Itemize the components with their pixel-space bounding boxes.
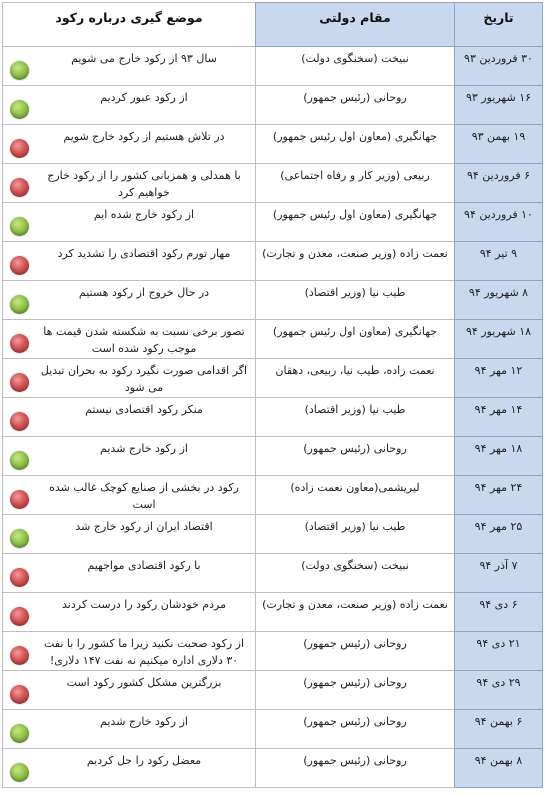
green-status-icon: [10, 724, 29, 743]
stance-text: از رکود خارج شدیم: [100, 442, 188, 455]
date-cell: ۶ بهمن ۹۴: [455, 710, 543, 749]
table-row: [3, 86, 543, 125]
stance-text: با رکود اقتصادی مواجهیم: [87, 559, 201, 572]
date-cell: ۸ بهمن ۹۴: [455, 749, 543, 788]
official-cell: طیب نیا (وزیر اقتصاد): [256, 398, 455, 437]
red-status-icon: [10, 373, 29, 392]
stance-cell: [3, 125, 256, 164]
stance-cell: [3, 203, 256, 242]
green-status-icon: [10, 295, 29, 314]
red-status-icon: [10, 178, 29, 197]
red-status-icon: [10, 412, 29, 431]
date-cell: ۱۸ مهر ۹۴: [455, 437, 543, 476]
stance-text: در تلاش هستیم از رکود خارج شویم: [63, 130, 225, 143]
red-status-icon: [10, 685, 29, 704]
green-status-icon: [10, 61, 29, 80]
red-status-icon: [10, 334, 29, 353]
date-cell: ۶ فروردین ۹۴: [455, 164, 543, 203]
table-row: [3, 164, 543, 203]
date-cell: ۱۴ مهر ۹۴: [455, 398, 543, 437]
date-cell: ۸ شهریور ۹۴: [455, 281, 543, 320]
red-status-icon: [10, 568, 29, 587]
official-cell: جهانگیری (معاون اول رئیس جمهور): [256, 320, 455, 359]
stance-cell: [3, 710, 256, 749]
stance-text: بزرگترین مشکل کشور رکود است: [66, 676, 222, 689]
official-cell: روحانی (رئیس جمهور): [256, 86, 455, 125]
date-cell: ۱۶ شهریور ۹۳: [455, 86, 543, 125]
green-status-icon: [10, 763, 29, 782]
stance-text: اقتصاد ایران از رکود خارج شد: [75, 520, 213, 533]
table-row: [3, 593, 543, 632]
stance-text: رکود در بخشی از صنایع کوچک غالب شده است: [49, 481, 239, 511]
table-row: [3, 203, 543, 242]
official-cell: نعمت زاده (وزیر صنعت، معدن و تجارت): [256, 593, 455, 632]
table-row: [3, 632, 543, 671]
stance-text: از رکود صحبت نکنید زیرا ما کشور را با نفت ۳۰ دلاری اداره میکنیم نه نفت ۱۴۷ دلاری!: [43, 637, 245, 667]
red-status-icon: [10, 607, 29, 626]
stance-text: مهار تورم رکود اقتصادی را تشدید کرد: [57, 247, 231, 260]
red-status-icon: [10, 646, 29, 665]
official-cell: روحانی (رئیس جمهور): [256, 749, 455, 788]
table-row: [3, 710, 543, 749]
date-cell: ۲۱ دی ۹۴: [455, 632, 543, 671]
table-row: [3, 398, 543, 437]
table-row: [3, 320, 543, 359]
date-cell: ۷ آذر ۹۴: [455, 554, 543, 593]
green-status-icon: [10, 217, 29, 236]
stance-cell: [3, 242, 256, 281]
official-cell: نعمت زاده، طیب نیا، ربیعی، دهقان: [256, 359, 455, 398]
table-row: [3, 476, 543, 515]
table-row: [3, 515, 543, 554]
date-cell: ۱۸ شهریور ۹۴: [455, 320, 543, 359]
stance-text: اگر اقدامی صورت نگیرد رکود به بحران تبدیل می شود: [40, 364, 248, 394]
date-cell: ۲۹ دی ۹۴: [455, 671, 543, 710]
stance-text: از رکود خارج شده ایم: [93, 208, 195, 221]
stance-cell: [3, 749, 256, 788]
official-cell: لیریشمی(معاون نعمت زاده): [256, 476, 455, 515]
stance-cell: [3, 554, 256, 593]
official-cell: نبیخت (سخنگوی دولت): [256, 554, 455, 593]
stance-cell: [3, 47, 256, 86]
table-row: [3, 242, 543, 281]
official-cell: طیب نیا (وزیر اقتصاد): [256, 281, 455, 320]
red-status-icon: [10, 139, 29, 158]
official-cell: جهانگیری (معاون اول رئیس جمهور): [256, 125, 455, 164]
stance-cell: [3, 320, 256, 359]
official-cell: طیب نیا (وزیر اقتصاد): [256, 515, 455, 554]
date-cell: ۱۰ فروردین ۹۴: [455, 203, 543, 242]
stance-cell: [3, 632, 256, 671]
stance-cell: [3, 437, 256, 476]
header-date: تاریخ: [455, 3, 543, 47]
official-cell: روحانی (رئیس جمهور): [256, 437, 455, 476]
date-cell: ۶ دی ۹۴: [455, 593, 543, 632]
official-cell: نبیخت (سخنگوی دولت): [256, 47, 455, 86]
header-stance: موضع گیری درباره رکود: [3, 3, 256, 47]
stance-text: از رکود عبور کردیم: [100, 91, 188, 104]
date-cell: ۲۴ مهر ۹۴: [455, 476, 543, 515]
red-status-icon: [10, 490, 29, 509]
date-cell: ۳۰ فروردین ۹۳: [455, 47, 543, 86]
table-row: [3, 437, 543, 476]
stance-text: منکر رکود اقتصادی نیستم: [85, 403, 203, 416]
table-row: [3, 281, 543, 320]
green-status-icon: [10, 529, 29, 548]
table-row: [3, 125, 543, 164]
header-official: مقام دولتی: [256, 3, 455, 47]
official-cell: نعمت زاده (وزیر صنعت، معدن و تجارت): [256, 242, 455, 281]
official-cell: ربیعی (وزیر کار و رفاه اجتماعی): [256, 164, 455, 203]
table-row: [3, 359, 543, 398]
stance-cell: [3, 398, 256, 437]
table-row: [3, 47, 543, 86]
stance-cell: [3, 86, 256, 125]
date-cell: ۹ تیر ۹۴: [455, 242, 543, 281]
official-cell: روحانی (رئیس جمهور): [256, 710, 455, 749]
stance-cell: [3, 476, 256, 515]
red-status-icon: [10, 256, 29, 275]
stance-text: معضل رکود را حل کردیم: [86, 754, 202, 767]
stance-text: از رکود خارج شدیم: [100, 715, 188, 728]
stance-cell: [3, 281, 256, 320]
green-status-icon: [10, 100, 29, 119]
stance-text: در حال خروج از رکود هستیم: [78, 286, 210, 299]
table-row: [3, 554, 543, 593]
stance-text: مردم خودشان رکود را درست کردند: [62, 598, 226, 611]
stance-cell: [3, 164, 256, 203]
date-cell: ۱۹ بهمن ۹۳: [455, 125, 543, 164]
stance-cell: [3, 359, 256, 398]
stance-cell: [3, 593, 256, 632]
official-cell: روحانی (رئیس جمهور): [256, 671, 455, 710]
recession-stance-table: [2, 2, 543, 788]
stance-text: سال ۹۳ از رکود خارج می شویم: [71, 52, 217, 65]
table-row: [3, 749, 543, 788]
table-header-row: [3, 3, 543, 47]
table-row: [3, 671, 543, 710]
stance-text: تصور برخی نسبت به شکسته شدن قیمت ها موجب رکود شده است: [43, 325, 245, 355]
date-cell: ۱۲ مهر ۹۴: [455, 359, 543, 398]
official-cell: جهانگیری (معاون اول رئیس جمهور): [256, 203, 455, 242]
green-status-icon: [10, 451, 29, 470]
date-cell: ۲۵ مهر ۹۴: [455, 515, 543, 554]
stance-cell: [3, 515, 256, 554]
official-cell: روحانی (رئیس جمهور): [256, 632, 455, 671]
stance-text: با همدلی و همزبانی کشور را از رکود خارج خواهیم کرد: [47, 169, 241, 199]
table-body: [3, 47, 543, 788]
stance-cell: [3, 671, 256, 710]
